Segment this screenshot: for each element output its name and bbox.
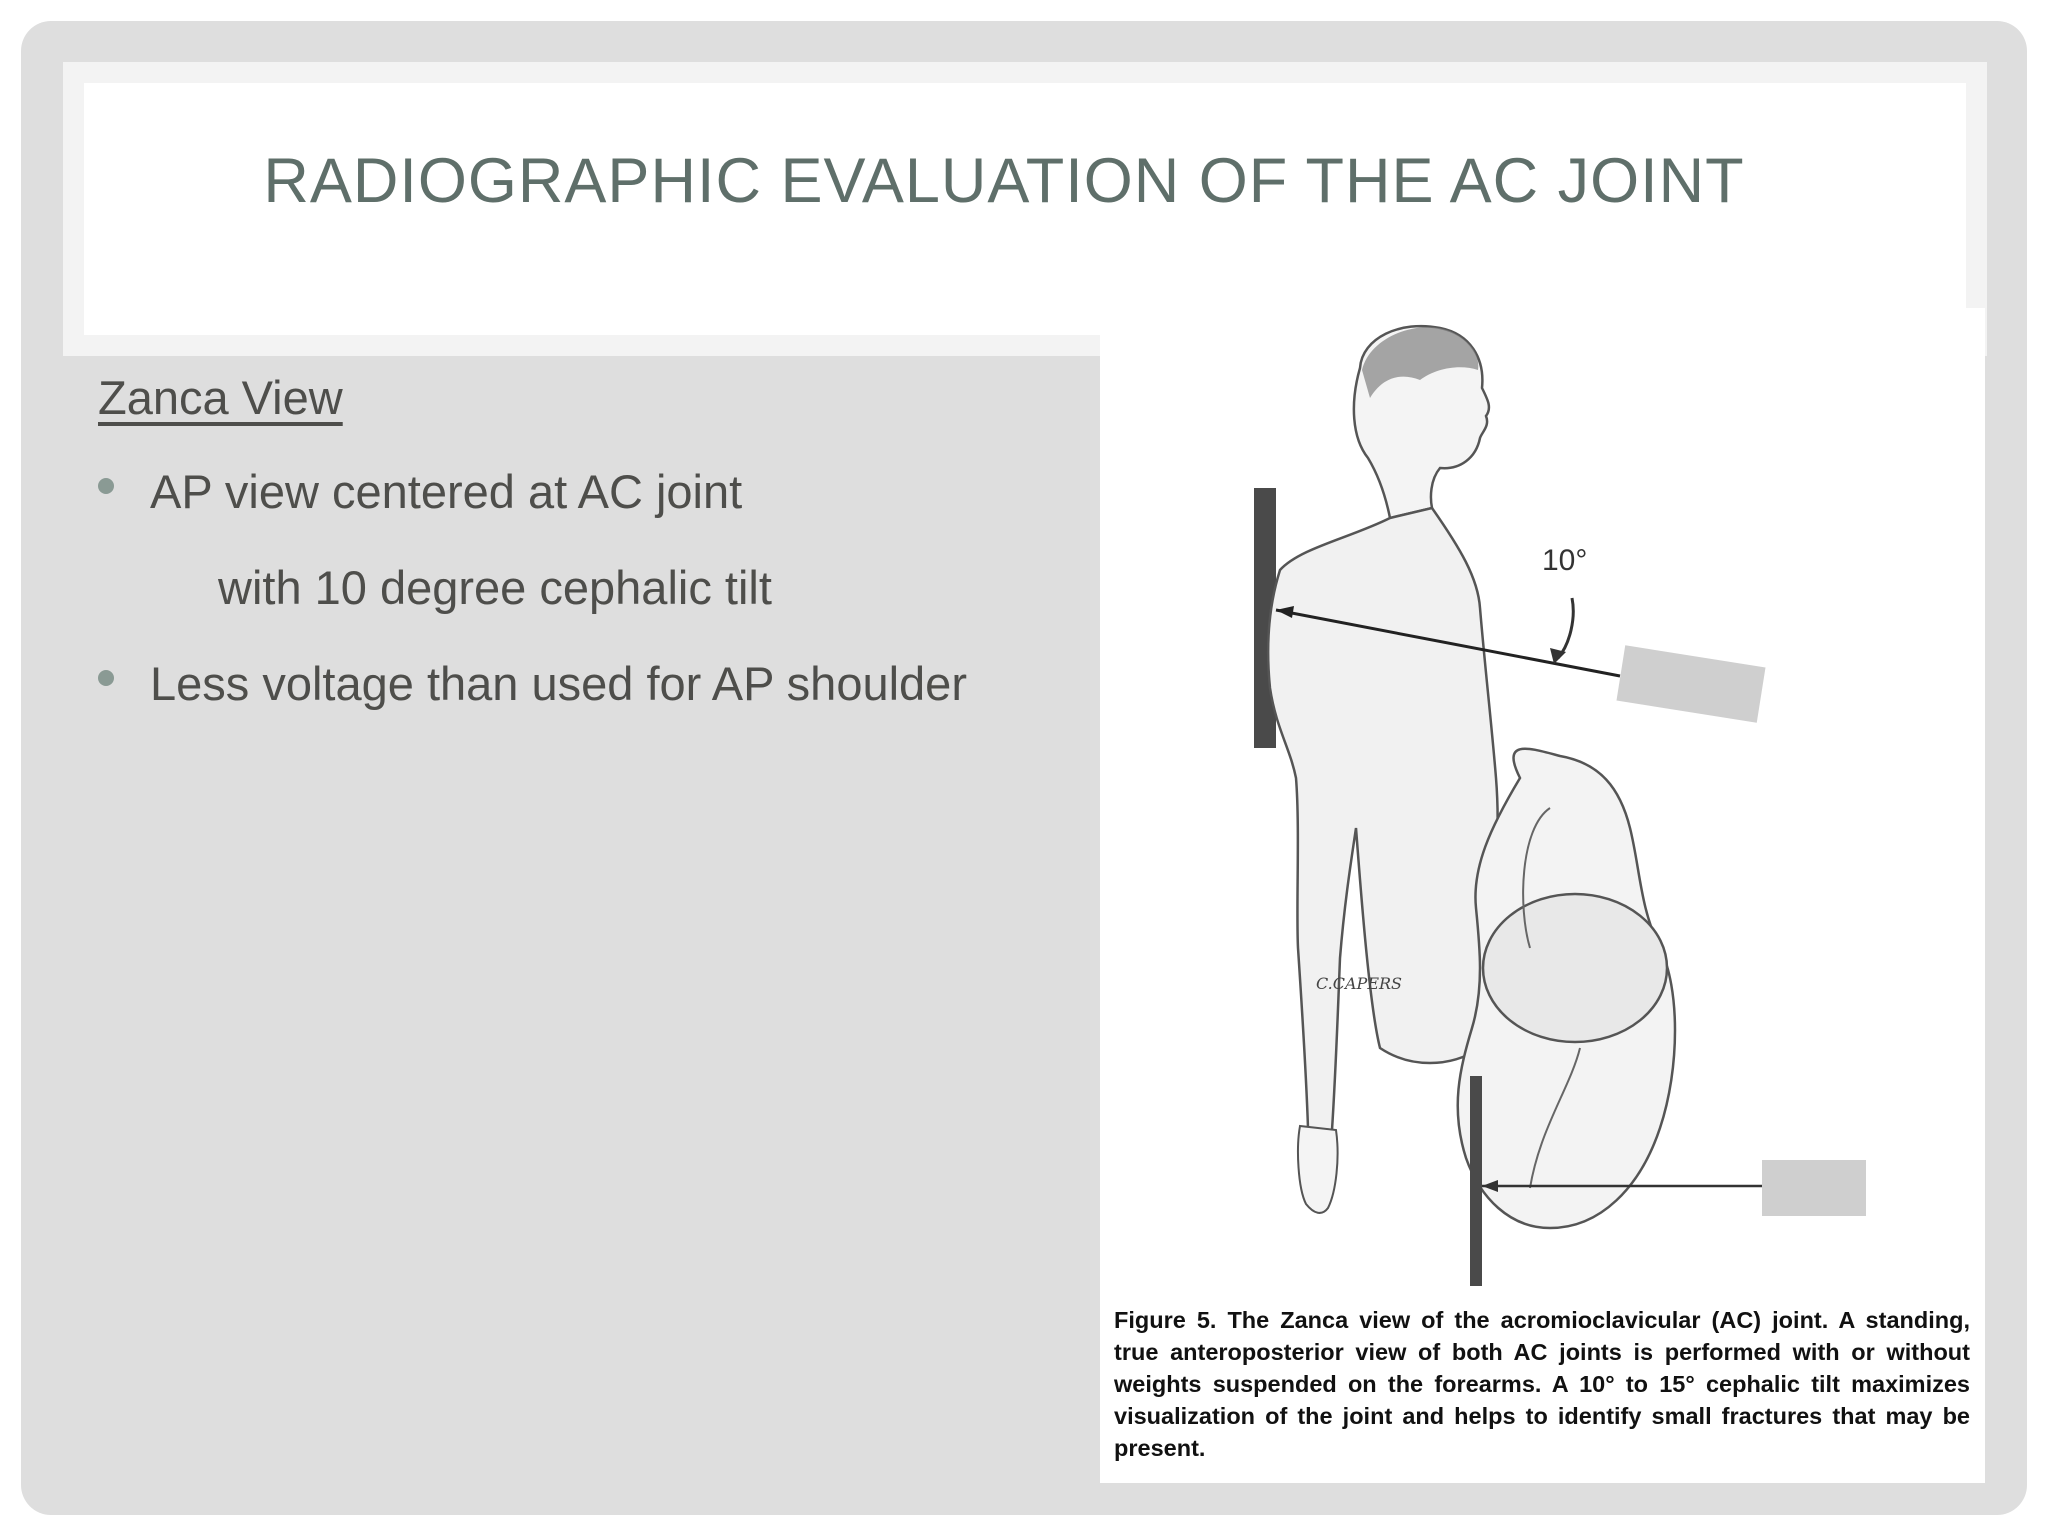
bullet-dot-icon — [98, 478, 114, 494]
bullet-continuation: with 10 degree cephalic tilt — [218, 561, 772, 614]
bullet-text: AP view centered at AC joint — [150, 465, 743, 518]
torso-shape — [1268, 508, 1498, 1130]
zanca-view-figure — [1100, 308, 1985, 1483]
slide-title: RADIOGRAPHIC EVALUATION OF THE AC JOINT — [263, 146, 1745, 216]
xray-tube-straight — [1762, 1160, 1866, 1216]
figure-caption: Figure 5. The Zanca view of the acromioclavicular (AC) joint. A standing, true anteroposterior view of both AC joints is performed with or without weights suspended on the forearms. A 10° to 15° cephalic tilt maximizes visualization of the joint and helps to identify small fractures that may be present. — [1114, 1307, 1970, 1461]
xray-tube-angled — [1616, 645, 1765, 723]
subheading-zanca-view: Zanca View — [98, 371, 343, 424]
angle-arrow — [1558, 598, 1573, 658]
artist-signature: C.CAPERS — [1316, 974, 1403, 993]
hand-shape — [1298, 1126, 1338, 1213]
bullet-dot-icon — [98, 670, 114, 686]
zanca-illustration — [1100, 308, 1985, 1308]
angle-label: 10° — [1542, 544, 1588, 577]
bullet-text: Less voltage than used for AP shoulder — [150, 657, 967, 710]
cassette-plate-axial — [1470, 1076, 1482, 1286]
axial-head-shape — [1483, 894, 1667, 1042]
